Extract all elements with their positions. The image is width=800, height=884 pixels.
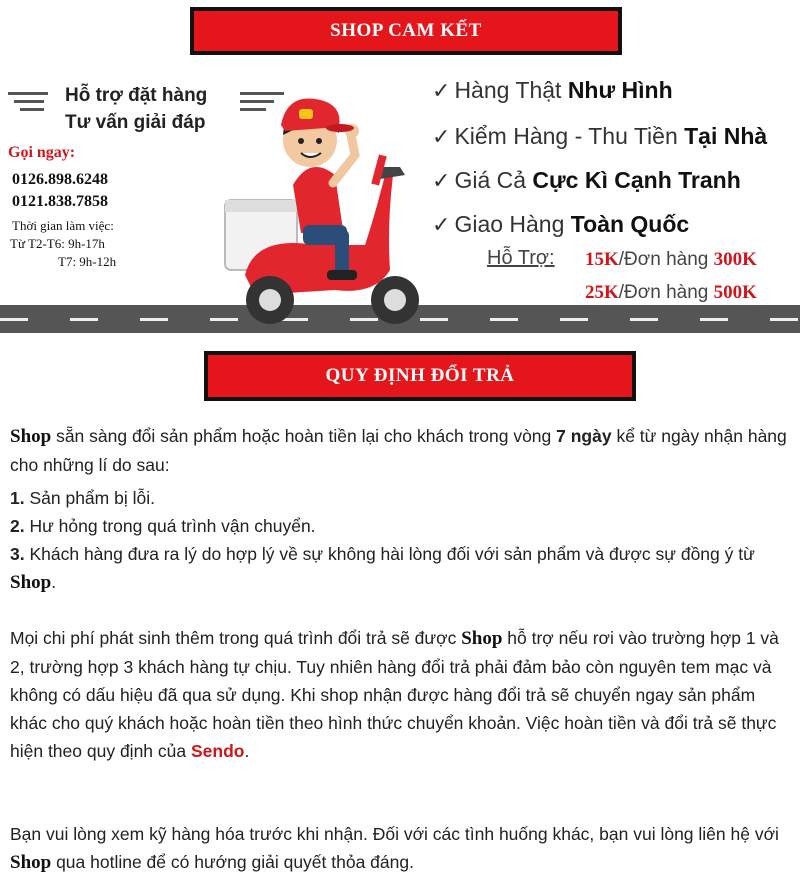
commitment-banner xyxy=(190,7,622,55)
delivery-scooter-illustration xyxy=(215,95,430,330)
check-icon: ✓ xyxy=(432,212,451,237)
shop-name: Shop xyxy=(10,426,52,447)
phone-number-2[interactable]: 0121.838.7858 xyxy=(12,193,108,210)
speed-dash xyxy=(20,108,44,111)
promise-item: ✓ Hàng Thật Như Hình xyxy=(432,77,673,103)
list-item: 1. Sản phẩm bị lỗi. xyxy=(10,488,155,508)
promise-item: ✓ Kiểm Hàng - Thu Tiền Tại Nhà xyxy=(432,123,768,149)
policy-costs-paragraph: Mọi chi phí phát sinh thêm trong quá trình đổi trả sẽ được Shop hỗ trợ nếu rơi vào trường hợp 1 và 2, trường hợp 3 khách hàng tự chịu. Tuy nhiên hàng đổi trả phải đảm bảo còn nguyên tem mạc và không có dấu hiệu đã qua sử dụng. Khi shop nhận được hàng đổi trả sẽ chuyển ngay sản phẩm khác cho quý khách hoặc hoàn tiền theo hình thức chuyển khoản. Việc hoàn tiền và đổi trả sẽ thực hiện theo quy định của Sendo. xyxy=(10,628,779,761)
working-hours-title: Thời gian làm việc: xyxy=(12,218,114,233)
sendo-brand: Sendo xyxy=(190,741,245,761)
promise-item: ✓ Giá Cả Cực Kì Cạnh Tranh xyxy=(432,167,741,193)
return-policy-banner xyxy=(204,351,636,401)
policy-intro: Shop sẵn sàng đổi sản phẩm hoặc hoàn tiền lại cho khách trong vòng 7 ngày kể từ ngày nhận hàng cho những lí do sau: xyxy=(10,426,787,475)
shipping-fee-row: 15K/Đơn hàng 300K xyxy=(585,249,757,270)
return-policy-banner-title: QUY ĐỊNH ĐỔI TRẢ xyxy=(208,355,632,397)
list-item: 2. Hư hỏng trong quá trình vận chuyển. xyxy=(10,516,316,536)
shipping-support-label: Hỗ Trợ: xyxy=(487,247,555,269)
support-line-order: Hỗ trợ đặt hàng xyxy=(65,85,208,106)
call-now-label: Gọi ngay: xyxy=(8,144,76,161)
check-icon: ✓ xyxy=(432,124,451,149)
policy-contact-paragraph: Bạn vui lòng xem kỹ hàng hóa trước khi nhận. Đối với các tình huống khác, bạn vui lòng liên hệ với Shop qua hotline để có hướng giải quyết thỏa đáng. xyxy=(10,824,779,873)
working-hours-weekday: Từ T2-T6: 9h-17h xyxy=(10,236,105,251)
speed-dash xyxy=(14,100,44,103)
check-icon: ✓ xyxy=(432,78,451,103)
phone-number-1[interactable]: 0126.898.6248 xyxy=(12,171,108,188)
commitment-banner-title: SHOP CAM KẾT xyxy=(194,11,618,51)
list-item: 3. Khách hàng đưa ra lý do hợp lý về sự không hài lòng đối với sản phẩm và được sự đồng ý từ Shop. xyxy=(10,544,755,593)
check-icon: ✓ xyxy=(432,168,451,193)
policy-reasons-list xyxy=(10,484,792,597)
working-hours-saturday: T7: 9h-12h xyxy=(58,254,117,269)
shipping-fee-row: 25K/Đơn hàng 500K xyxy=(585,282,757,303)
speed-dash xyxy=(8,92,48,95)
promise-item: ✓ Giao Hàng Toàn Quốc xyxy=(432,211,690,237)
support-title xyxy=(65,82,207,136)
support-line-advice: Tư vấn giải đáp xyxy=(65,112,206,133)
